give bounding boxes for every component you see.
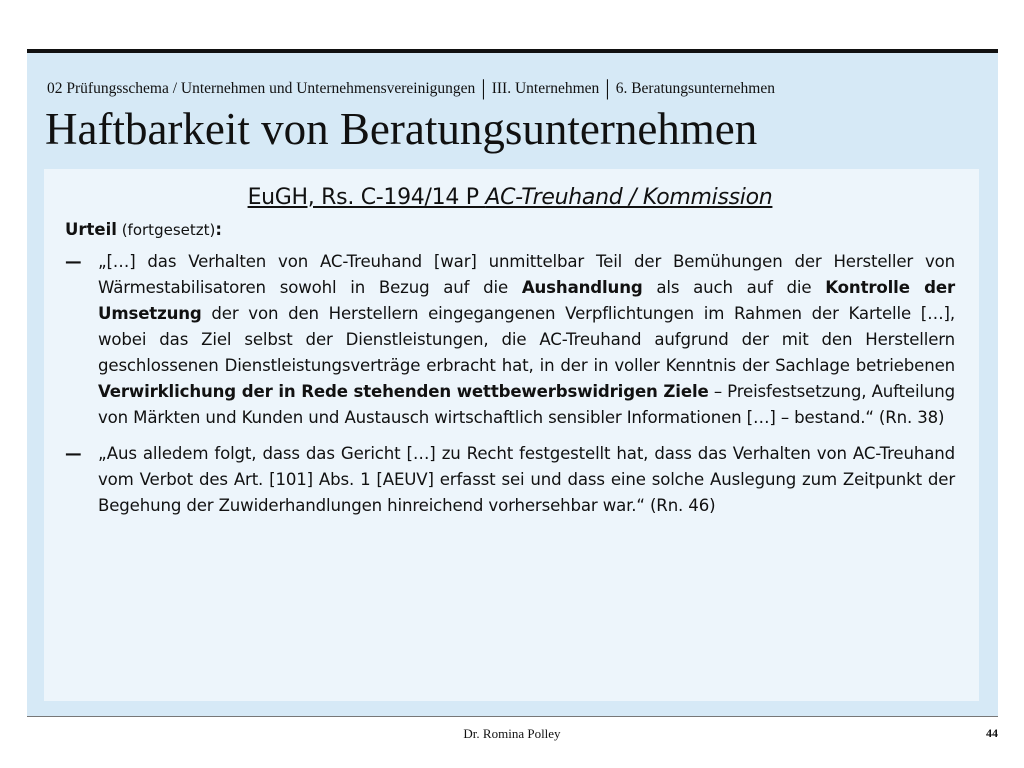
judgment-label-colon: : <box>215 220 222 239</box>
quote-emphasis: Verwirklichung der in Rede stehenden wettbewerbswidrigen Ziele <box>98 382 709 401</box>
quote-text: „Aus alledem folgt, dass das Gericht […] zu Recht festgestellt hat, dass das Verhalten von AC-Treuhand vom Verbot des Art. [101] Abs. 1 [AEUV] erfasst sei und dass eine solche Auslegung zum Zeitpunkt der Begehung der Zuwiderhandlungen hinreichend vorhersehbar war.“ (Rn. 46) <box>98 444 955 515</box>
dash-bullet: — <box>65 252 82 271</box>
breadcrumb-part-3: 6. Beratungsunternehmen <box>615 80 775 97</box>
case-heading-prefix: EuGH, Rs. C-194/14 P <box>247 185 486 210</box>
judgment-label <box>65 220 955 239</box>
quote-text: als auch auf die <box>642 278 826 297</box>
quote-emphasis: Aushandlung <box>521 278 643 297</box>
breadcrumb-separator: | <box>605 75 610 100</box>
case-heading <box>65 185 955 210</box>
page-title: Haftbarkeit von Beratungsunternehmen <box>45 104 758 154</box>
judgment-label-note: (fortgesetzt) <box>116 221 216 239</box>
quote-text: der von den Herstellern eingegangenen Verpflichtungen im Rahmen der Kartelle […], wobei das Ziel selbst der Dienstleistungen, die AC-Treuhand aufgrund der mit den Herstellern geschlossenen Dienstleistungsverträge erbracht hat, in der in voller Kenntnis der Sachlage betriebenen <box>98 304 955 375</box>
quote-emphasis: Kontrolle der Umsetzung <box>98 278 955 323</box>
breadcrumb <box>47 73 775 99</box>
content-box <box>44 169 979 701</box>
slide-frame <box>27 49 998 717</box>
quote-text: – Preisfestsetzung, Aufteilung von Märkten und Kunden und Austausch wirtschaftlich sensibler Informationen […] – bestand.“ (Rn. 38) <box>98 382 955 427</box>
footer-author: Dr. Romina Polley <box>463 726 561 741</box>
case-heading-italic: AC-Treuhand / Kommission <box>485 185 773 210</box>
quote-item <box>65 249 955 431</box>
breadcrumb-part-1: 02 Prüfungsschema / Unternehmen und Unternehmensvereinigungen <box>47 80 476 97</box>
dash-bullet: — <box>65 444 82 463</box>
breadcrumb-part-2: III. Unternehmen <box>491 80 600 97</box>
quote-item <box>65 441 955 519</box>
breadcrumb-separator: | <box>481 75 486 100</box>
judgment-label-bold: Urteil <box>65 220 117 239</box>
page-number: 44 <box>986 726 998 740</box>
quote-text: „[…] das Verhalten von AC-Treuhand [war] unmittelbar Teil der Bemühungen der Hersteller von Wärmestabilisatoren sowohl in Bezug auf die <box>98 252 955 297</box>
